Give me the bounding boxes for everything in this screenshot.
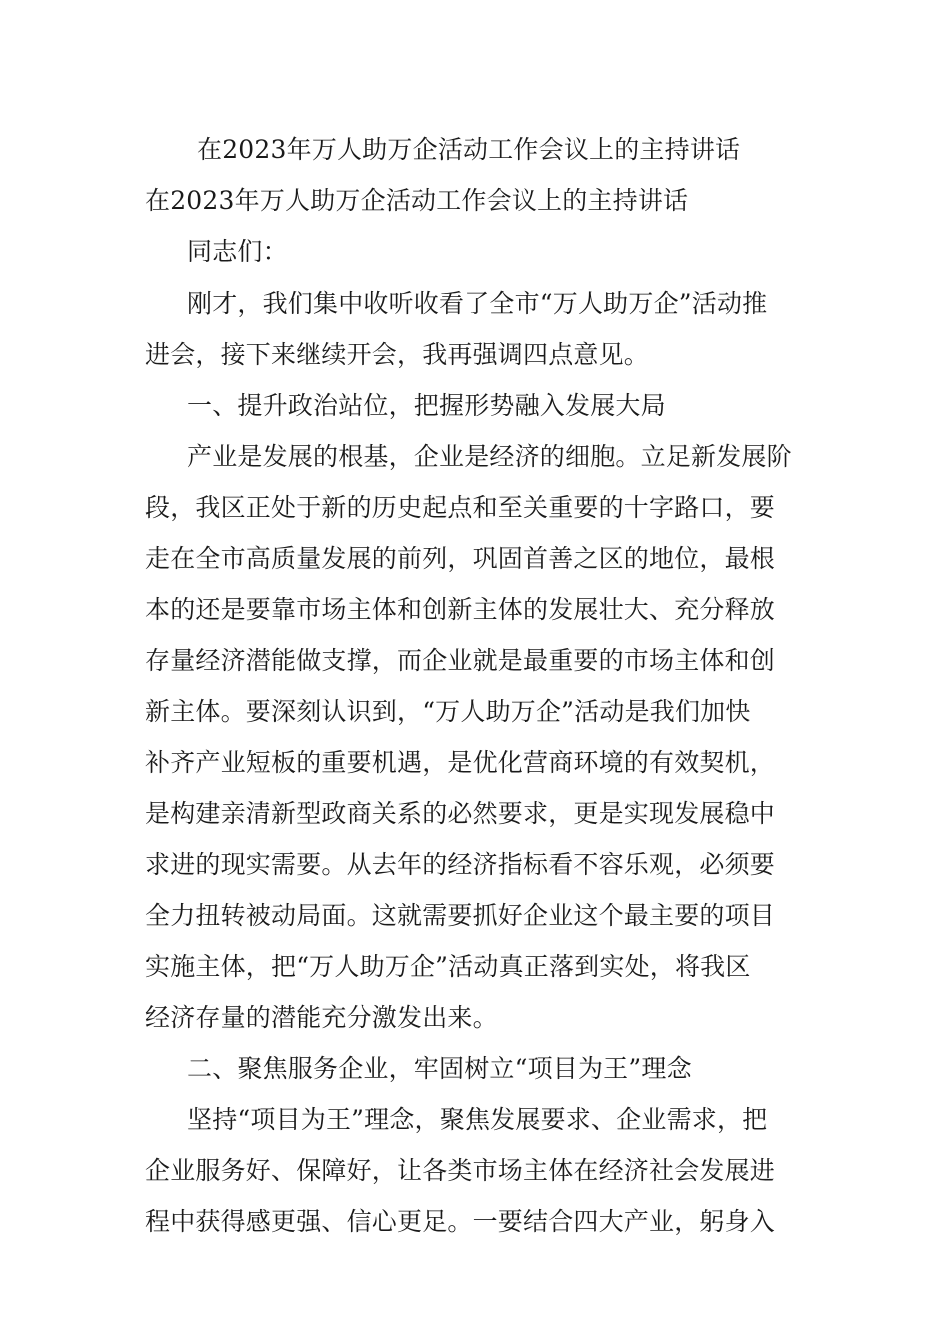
paragraph-line: 求进的现实需要。从去年的经济指标看不容乐观，必须要 [145, 850, 776, 879]
paragraph-line: 本的还是要靠市场主体和创新主体的发展壮大、充分释放 [145, 595, 776, 624]
paragraph-line: 程中获得感更强、信心更足。一要结合四大产业，躬身入 [145, 1207, 776, 1236]
paragraph-line: 新主体。要深刻认识到，“万人助万企”活动是我们加快 [145, 697, 751, 726]
paragraph-line: 存量经济潜能做支撑，而企业就是最重要的市场主体和创 [145, 646, 776, 675]
paragraph-line: 全力扭转被动局面。这就需要抓好企业这个最主要的项目 [145, 901, 776, 930]
paragraph-line: 坚持“项目为王”理念，聚焦发展要求、企业需求，把 [187, 1105, 768, 1134]
paragraph-line: 走在全市高质量发展的前列，巩固首善之区的地位，最根 [145, 544, 776, 573]
paragraph-line: 实施主体，把“万人助万企”活动真正落到实处，将我区 [145, 952, 751, 981]
paragraph-line: 经济存量的潜能充分激发出来。 [145, 1003, 498, 1032]
paragraph-line: 产业是发展的根基，企业是经济的细胞。立足新发展阶 [187, 442, 792, 471]
document-title: 在2023年万人助万企活动工作会议上的主持讲话 [197, 135, 741, 164]
section-heading-1: 一、提升政治站位，把握形势融入发展大局 [187, 391, 666, 420]
paragraph-line: 刚才，我们集中收听收看了全市“万人助万企”活动推 [187, 289, 768, 318]
paragraph-line: 企业服务好、保障好，让各类市场主体在经济社会发展进 [145, 1156, 776, 1185]
paragraph-line: 进会，接下来继续开会，我再强调四点意见。 [145, 340, 650, 369]
paragraph-line: 是构建亲清新型政商关系的必然要求，更是实现发展稳中 [145, 799, 776, 828]
document-subtitle: 在2023年万人助万企活动工作会议上的主持讲话 [145, 186, 689, 215]
paragraph-line: 补齐产业短板的重要机遇，是优化营商环境的有效契机， [145, 748, 776, 777]
section-heading-2: 二、聚焦服务企业，牢固树立“项目为王”理念 [187, 1054, 692, 1083]
paragraph-line: 段，我区正处于新的历史起点和至关重要的十字路口，要 [145, 493, 776, 522]
salutation: 同志们： [187, 237, 288, 266]
